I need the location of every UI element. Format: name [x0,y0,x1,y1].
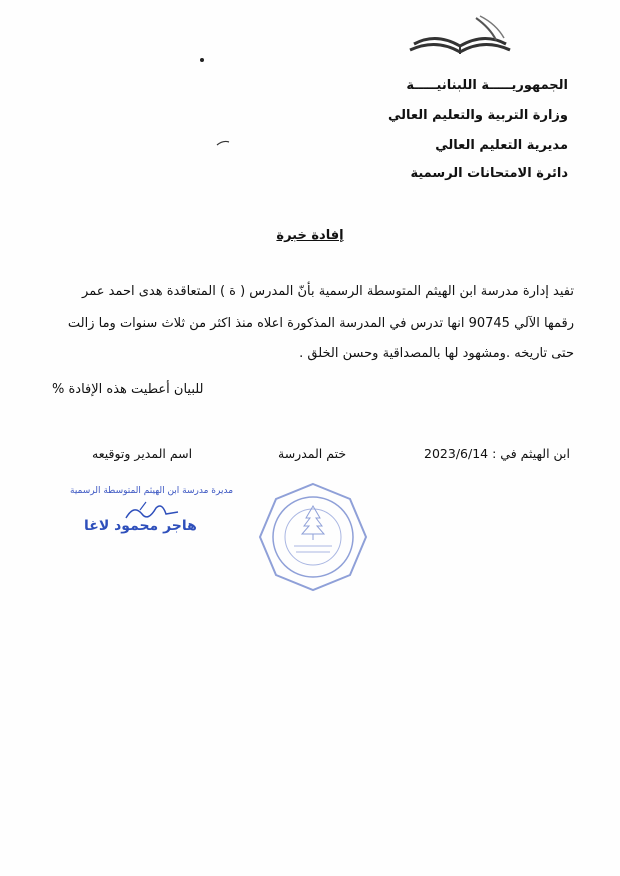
document-title: إفادة خبرة [276,228,344,243]
ink-dot [200,58,204,62]
closing-statement: للبيان أعطيت هذه الإفادة % [52,382,204,397]
header-directorate: مديرية التعليم العالي [435,138,568,153]
manager-name-stamp: هاجر محمود لاغا [84,518,197,534]
paragraph-line-1: تفيد إدارة مدرسة ابن الهيثم المتوسطة الرسمية بأنّ المدرس ( ة ) المتعاقدة هدى احمد عمر [82,284,574,299]
place-and-date: ابن الهيثم في : 2023/6/14 [424,446,570,461]
header-republic: الجمهوريـــــة اللبنانيـــــة [406,78,568,93]
header-ministry: وزارة التربية والتعليم العالي [387,108,568,123]
manager-stamp-title: مديرة مدرسة ابن الهيثم المتوسطة الرسمية [70,486,234,496]
paragraph-line-3: حتى تاريخه .ومشهود لها بالمصداقية وحسن الخلق . [299,346,574,361]
open-book-icon [406,14,514,68]
school-stamp-label: ختم المدرسة [278,446,347,461]
manager-signature-label: اسم المدير وتوقيعه [92,446,193,461]
ink-mark [216,140,230,146]
header-department: دائرة الامتحانات الرسمية [410,166,568,181]
paragraph-line-2: رقمها الآلي 90745 انها تدرس في المدرسة المذكورة اعلاه منذ اكثر من ثلاث سنوات وما زالت [67,316,574,331]
school-seal-icon [258,482,368,592]
